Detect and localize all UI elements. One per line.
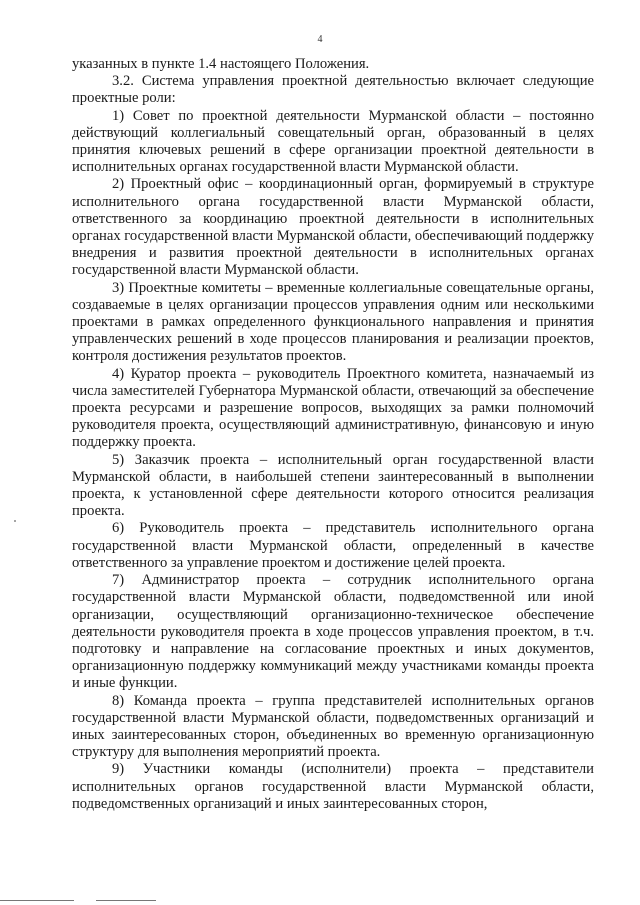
paragraph: 7) Администратор проекта – сотрудник исполнительного органа государственной власти Мурманской области, подведомственной или иной организации, осуществляющий организационно-техническое обеспечение деятельности руководителя проекта в ходе процессов управления проектом, в т.ч. подготовку и направление на согласование проектных и иных документов, организационную поддержку коммуникаций между участниками команды проекта и иные функции. [72, 572, 594, 692]
paragraph: 2) Проектный офис – координационный орган, формируемый в структуре исполнительного органа государственной власти Мурманской области, ответственного за координацию проектной деятельности в исполнительных органах государственной власти Мурманской области, обеспечивающий поддержку внедрения и развития проектной деятельности в исполнительных органах государственной власти Мурманской области. [72, 176, 594, 279]
paragraph: 6) Руководитель проекта – представитель исполнительного органа государственной власти Мурманской области, определенный в качестве ответственного за управление проектом и достижение целей проекта. [72, 520, 594, 571]
paragraph: 4) Куратор проекта – руководитель Проектного комитета, назначаемый из числа заместителей Губернатора Мурманской области, отвечающий за обеспечение проекта ресурсами и разрешение вопросов, выходящих за рамки полномочий руководителя проекта, осуществляющий административную, финансовую и иную поддержку проекта. [72, 365, 594, 451]
paragraph: 5) Заказчик проекта – исполнительный орган государственной власти Мурманской области, в наибольшей степени заинтересованный в выполнении проекта, к установленной сфере деятельности которого относится реализация проекта. [72, 451, 594, 520]
paragraph: 9) Участники команды (исполнители) проекта – представители исполнительных органов государственной власти Мурманской области, подведомственных организаций и иных заинтересованных сторон, [72, 761, 594, 812]
paragraph: 8) Команда проекта – группа представителей исполнительных органов государственной власти Мурманской области, подведомственных организаций и иных заинтересованных сторон, объединенных во временную организационную структуру для выполнения мероприятий проекта. [72, 692, 594, 761]
footer-rule [0, 900, 74, 901]
paragraph: 1) Совет по проектной деятельности Мурманской области – постоянно действующий коллегиальный совещательный орган, образованный в целях принятия ключевых решений в сфере организации проектной деятельности в исполнительных органах государственной власти Мурманской области. [72, 107, 594, 176]
scan-speck [14, 520, 16, 522]
page-number: 4 [317, 34, 323, 45]
paragraph: 3) Проектные комитеты – временные коллегиальные совещательные органы, создаваемые в целях организации процессов управления одним или несколькими проектами в рамках определенного функционального направления и принятия управленческих решений в ходе процессов планирования и реализации проектов, контроля достижения результатов проектов. [72, 279, 594, 365]
footer-rule [96, 900, 156, 901]
document-body [72, 56, 594, 813]
paragraph: указанных в пункте 1.4 настоящего Положения. [72, 56, 370, 72]
paragraph: 3.2. Система управления проектной деятельностью включает следующие проектные роли: [72, 73, 594, 107]
